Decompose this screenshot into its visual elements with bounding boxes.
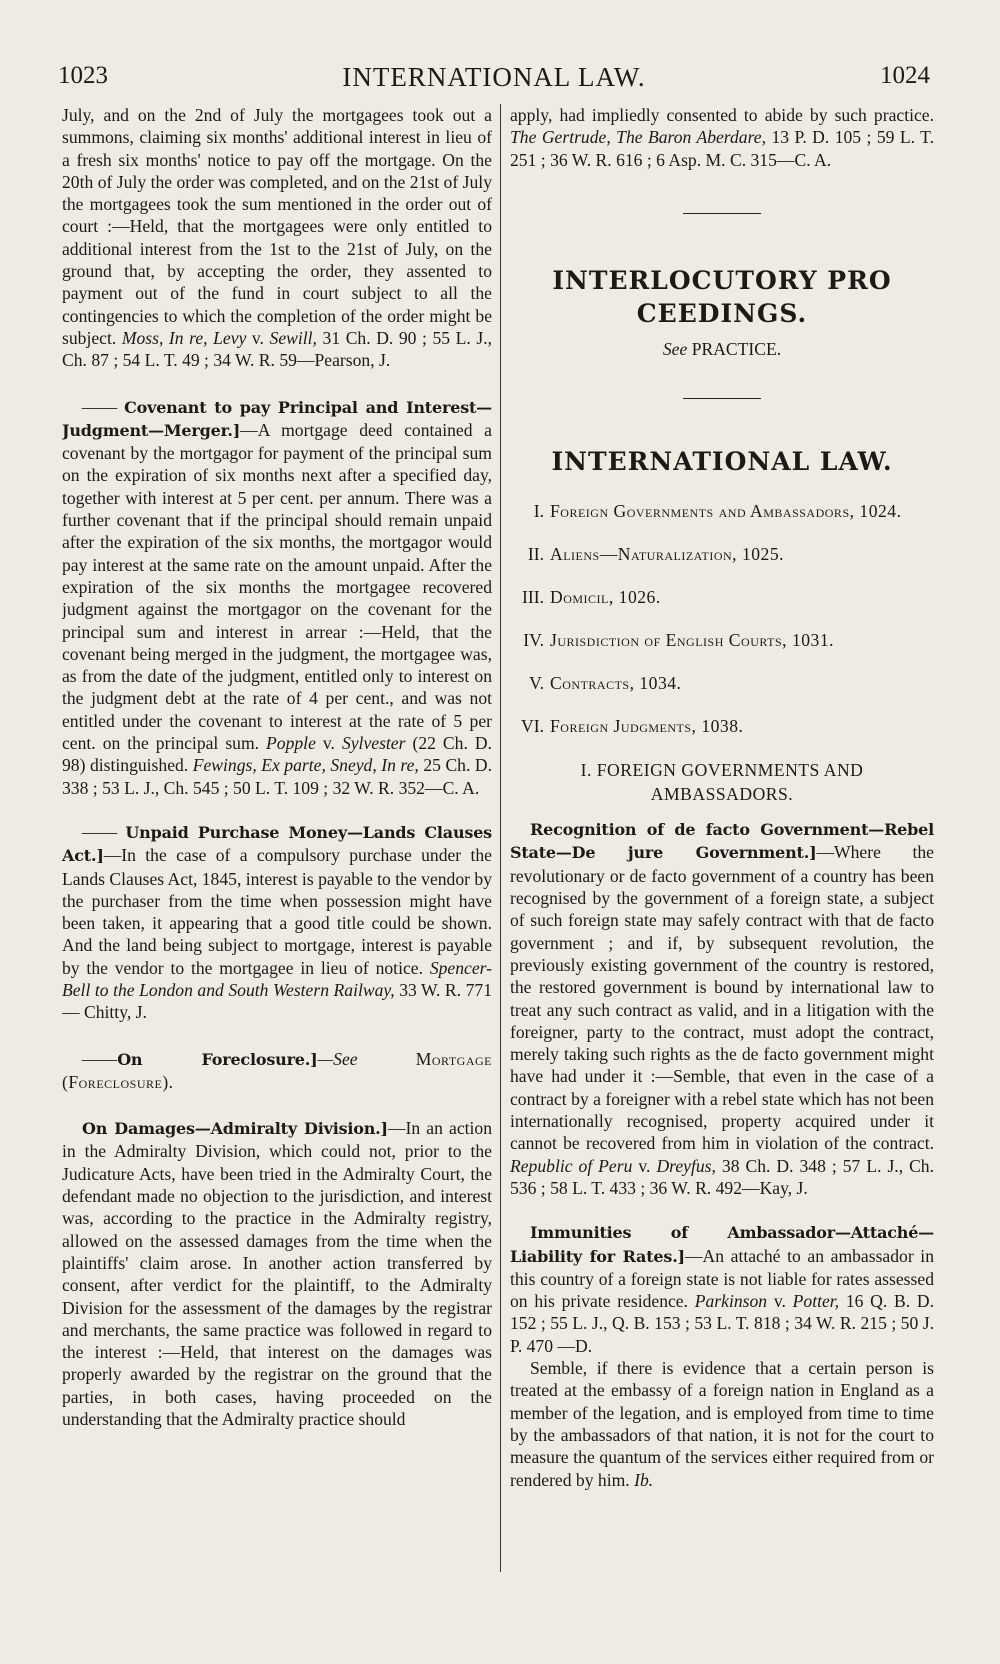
toc-number: IV.	[523, 630, 544, 651]
column-divider	[500, 104, 501, 1572]
see-reference: See PRACTICE.	[662, 338, 782, 359]
toc-number: I.	[533, 501, 544, 522]
separator-rule	[683, 398, 761, 399]
toc-item	[510, 629, 934, 651]
entry-heading: Recognition of de facto Government—Rebel State—De jure Government.]	[510, 820, 934, 863]
table-of-contents	[510, 500, 934, 737]
toc-text: Jurisdiction of English Courts, 1031.	[550, 630, 835, 651]
entry-heading: Covenant to pay Principal and Interest—Judgment—Merger.]	[62, 397, 492, 440]
heading-interlocutory-proceedings: INTERLOCUTORY PRO CEEDINGS.	[552, 265, 892, 328]
separator-rule	[683, 213, 761, 214]
toc-number: VI.	[521, 716, 544, 737]
toc-item	[510, 672, 934, 694]
entry-heading: Immunities of Ambassador—Attaché—Liability for Rates.]	[510, 1223, 934, 1266]
page-number-left: 1023	[58, 62, 108, 89]
toc-item	[510, 715, 934, 737]
running-title: INTERNATIONAL LAW.	[342, 62, 646, 92]
toc-text: Aliens—Naturalization, 1025.	[550, 544, 785, 565]
toc-item	[510, 543, 934, 565]
toc-text: Foreign Judgments, 1038.	[550, 716, 744, 737]
entry-heading: Unpaid Purchase Money—Lands Clauses Act.]	[62, 822, 492, 866]
entry-damages: On Damages—Admiralty Division.]—In an action in the Admiralty Division, which could not, prior to the Judicature Acts, have been tried in the Admiralty Court, the defendant made no objection to the jurisdiction, and interest was, according to the practice in the Admiralty registry, allowed on the assessed damages from the time when the plaintiffs' claim arose. In another action transferred by consent, after verdict for the plaintiff, to the Admiralty Division for the assessment of the damages by the registrar and merchants, the same practice was followed in regard to the interest :—Held, that interest on the damages was properly awarded by the registrar on the ground that the parties, in both cases, having proceeded on the understanding that the Admiralty practice should	[62, 1118, 492, 1430]
entry-immunities: Immunities of Ambassador—Attaché—Liability for Rates.]—An attaché to an ambassador in this country of a foreign state is not liable for rates assessed on his private residence. Parkinson v. Potter, 16 Q. B. D. 152 ; 55 L. J., Q. B. 153 ; 53 L. T. 818 ; 34 W. R. 215 ; 50 J. P. 470 —D.	[510, 1223, 934, 1356]
toc-text: Domicil, 1026.	[550, 587, 661, 608]
entry-recognition: Recognition of de facto Government—Rebel State—De jure Government.]—Where the revolutionary or de facto government of a country has been recognised by the government of a foreign state, a subject of such foreign state may safely contract with that de facto government ; and if, by subsequent revolution, the previously existing government of the country is restored, the restored government is bound by international law to treat any such contract as valid, and in a litigation with the foreigner, party to the contract, must adopt the contract, merely taking such rights as the de facto government might have had under it :—Semble, that even in the case of a contract by a foreigner with a rebel state which has not been internationally recognised, property acquired under it cannot be recovered from him in violation of the contract. Republic of Peru v. Dreyfus, 38 Ch. D. 348 ; 57 L. J., Ch. 536 ; 58 L. T. 433 ; 36 W. R. 492—Kay, J.	[510, 820, 934, 1198]
toc-item	[510, 500, 934, 522]
entry-foreclosure: ——On Foreclosure.]—See Mortgage (Foreclosure).	[62, 1048, 492, 1092]
toc-number: II.	[527, 544, 544, 565]
paragraph-continuation: July, and on the 2nd of July the mortgagees took out a summons, claiming six months' additional interest in lieu of a fresh six months' notice to pay off the mortgage. On the 20th of July the order was completed, and on the 21st of July the mortgagees took the sum mentioned in the order out of court :—Held, that the mortgagees were only entitled to additional interest from the 1st to the 21st of July, on the ground that, by accepting the order, they assented to payment out of the fund in court subject to all the contingencies to which the completion of the order might be subject. Moss, In re, Levy v. Sewill, 31 Ch. D. 90 ; 55 L. J., Ch. 87 ; 54 L. T. 49 ; 34 W. R. 59—Pearson, J.	[62, 105, 492, 371]
toc-item	[510, 586, 934, 608]
toc-number: V.	[529, 673, 544, 694]
paragraph-continuation: apply, had impliedly consented to abide by such practice. The Gertrude, The Baron Aberdare, 13 P. D. 105 ; 59 L. T. 251 ; 36 W. R. 616 ; 6 Asp. M. C. 315—C. A.	[510, 105, 934, 170]
toc-text: Contracts, 1034.	[550, 673, 682, 694]
right-column	[510, 104, 934, 1576]
entry-semble: Semble, if there is evidence that a certain person is treated at the embassy of a foreign nation in England as a member of the legation, and is employed from time to time by the ambassadors of that nation, it is not for the court to measure the quantum of the services either required from or rendered by him. Ib.	[510, 1358, 934, 1490]
running-header	[58, 62, 930, 96]
entry-covenant: —— Covenant to pay Principal and Interest—Judgment—Merger.]—A mortgage deed contained a covenant by the mortgagor for payment of the principal sum on the expiration of six months next after a specified day, together with interest at 5 per cent. per annum. There was a further covenant that if the principal should remain unpaid after the expiration of the six months, the mortgagor would pay interest at the same rate on the amount unpaid. After the expiration of the six months the mortgagee recovered judgment against the mortgagor on the covenant for the principal sum and interest in arrear :—Held, that the covenant being merged in the judgment, the mortgagee was, as from the date of the judgment, entitled only to interest on the judgment debt at the rate of 4 per cent., and was not entitled under the covenant to interest at the rate of 5 per cent. on the principal sum. Popple v. Sylvester (22 Ch. D. 98) distinguished. Fewings, Ex parte, Sneyd, In re, 25 Ch. D. 338 ; 53 L. J., Ch. 545 ; 50 L. T. 109 ; 32 W. R. 352—C. A.	[62, 396, 492, 798]
entry-unpaid-purchase: —— Unpaid Purchase Money—Lands Clauses Act.]—In the case of a compulsory purchase under the Lands Clauses Act, 1845, interest is payable to the vendor by the purchaser from the time when possession might have been taken, it appearing that a good title could be shown. And the land being subject to mortgage, interest is payable by the vendor to the mortgagee in lieu of notice. Spencer-Bell to the London and South Western Railway, 33 W. R. 771 — Chitty, J.	[62, 821, 492, 1023]
toc-text: Foreign Governments and Ambassadors, 1024.	[550, 501, 902, 522]
section-heading: I. FOREIGN GOVERNMENTS AND AMBASSADORS.	[580, 760, 864, 805]
heading-international-law: INTERNATIONAL LAW.	[551, 447, 893, 477]
toc-number: III.	[522, 587, 544, 608]
entry-heading: On Damages—Admiralty Division.]	[82, 1119, 388, 1139]
page-number-right: 1024	[880, 62, 930, 89]
left-column	[62, 104, 492, 1576]
entry-heading: On Foreclosure.]	[117, 1049, 318, 1069]
